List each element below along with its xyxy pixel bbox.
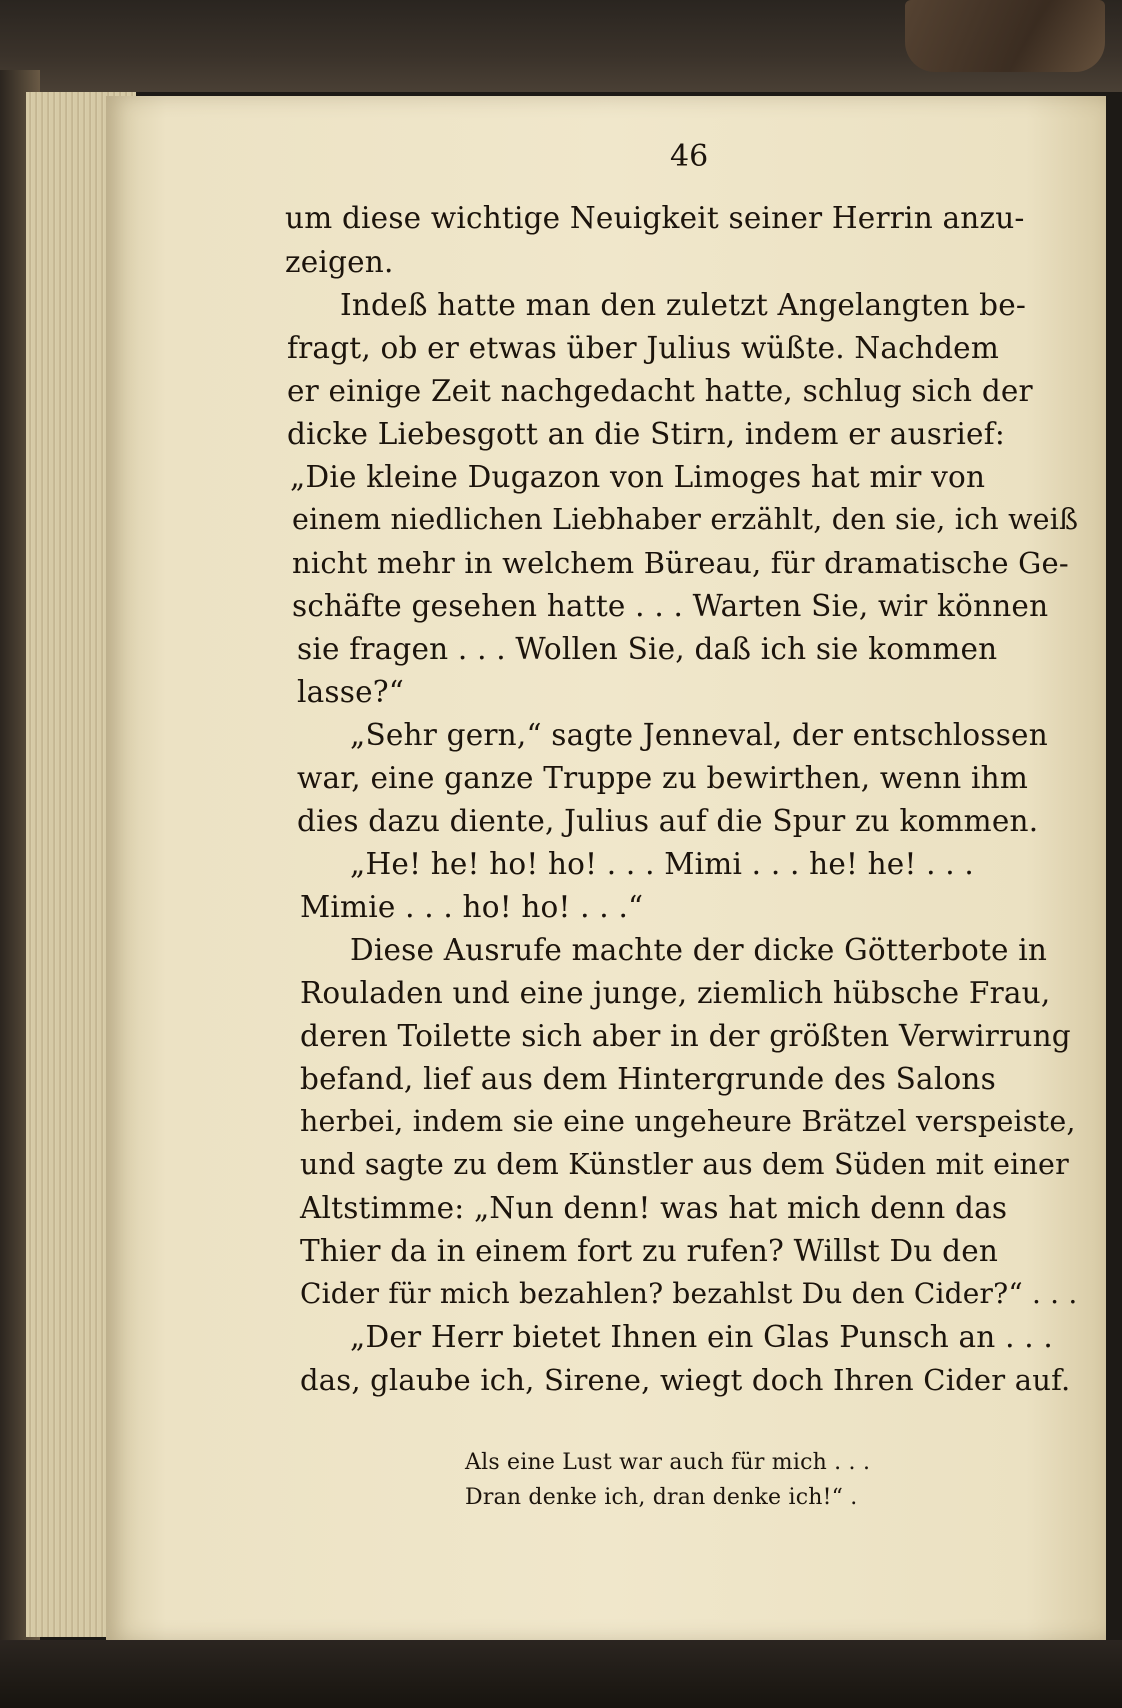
text-line: fragt, ob er etwas über Julius wüßte. Nachdem bbox=[287, 331, 1000, 365]
page-number: 46 bbox=[670, 139, 709, 174]
text-line: befand, lief aus dem Hintergrunde des Salons bbox=[300, 1062, 996, 1096]
text-line: dicke Liebesgott an die Stirn, indem er ausrief: bbox=[287, 417, 1005, 451]
text-line: Rouladen und eine junge, ziemlich hübsche Frau, bbox=[300, 976, 1051, 1010]
text-line: Mimie . . . ho! ho! . . .“ bbox=[300, 890, 644, 924]
text-line: Cider für mich bezahlen? bezahlst Du den Cider?“ . . . bbox=[300, 1277, 1078, 1310]
text-line: herbei, indem sie eine ungeheure Brätzel verspeiste, bbox=[300, 1105, 1076, 1138]
text-line: und sagte zu dem Künstler aus dem Süden mit einer bbox=[300, 1148, 1069, 1181]
page-text bbox=[180, 0, 1080, 1700]
text-line: Indeß hatte man den zuletzt Angelangten be- bbox=[340, 288, 1027, 322]
text-line: zeigen. bbox=[285, 245, 394, 279]
text-line: sie fragen . . . Wollen Sie, daß ich sie kommen bbox=[297, 632, 998, 666]
text-line: nicht mehr in welchem Büreau, für dramatische Ge- bbox=[292, 546, 1069, 580]
text-line: lasse?“ bbox=[297, 675, 405, 709]
verse-line: Als eine Lust war auch für mich . . . bbox=[465, 1450, 871, 1475]
text-line: „Sehr gern,“ sagte Jenneval, der entschlossen bbox=[350, 718, 1048, 752]
verse-line: Dran denke ich, dran denke ich!“ . bbox=[465, 1485, 858, 1510]
text-line: um diese wichtige Neuigkeit seiner Herrin anzu- bbox=[285, 201, 1025, 235]
text-line: war, eine ganze Truppe zu bewirthen, wenn ihm bbox=[297, 761, 1029, 795]
text-line: „He! he! ho! ho! . . . Mimi . . . he! he! . . . bbox=[350, 847, 974, 881]
text-line: „Der Herr bietet Ihnen ein Glas Punsch an . . . bbox=[350, 1320, 1053, 1354]
text-line: einem niedlichen Liebhaber erzählt, den sie, ich weiß bbox=[292, 503, 1079, 536]
text-line: das, glaube ich, Sirene, wiegt doch Ihren Cider auf. bbox=[300, 1363, 1071, 1397]
text-line: deren Toilette sich aber in der größten Verwirrung bbox=[300, 1019, 1071, 1053]
text-line: er einige Zeit nachgedacht hatte, schlug sich der bbox=[287, 374, 1033, 408]
text-line: „Die kleine Dugazon von Limoges hat mir von bbox=[290, 460, 986, 494]
text-line: Altstimme: „Nun denn! was hat mich denn das bbox=[300, 1191, 1008, 1225]
text-line: Diese Ausrufe machte der dicke Götterbote in bbox=[350, 933, 1048, 967]
book-cover-bottom bbox=[0, 1640, 1122, 1708]
text-line: schäfte gesehen hatte . . . Warten Sie, wir können bbox=[292, 589, 1049, 623]
text-line: Thier da in einem fort zu rufen? Willst Du den bbox=[300, 1234, 999, 1268]
text-line: dies dazu diente, Julius auf die Spur zu kommen. bbox=[297, 804, 1039, 838]
